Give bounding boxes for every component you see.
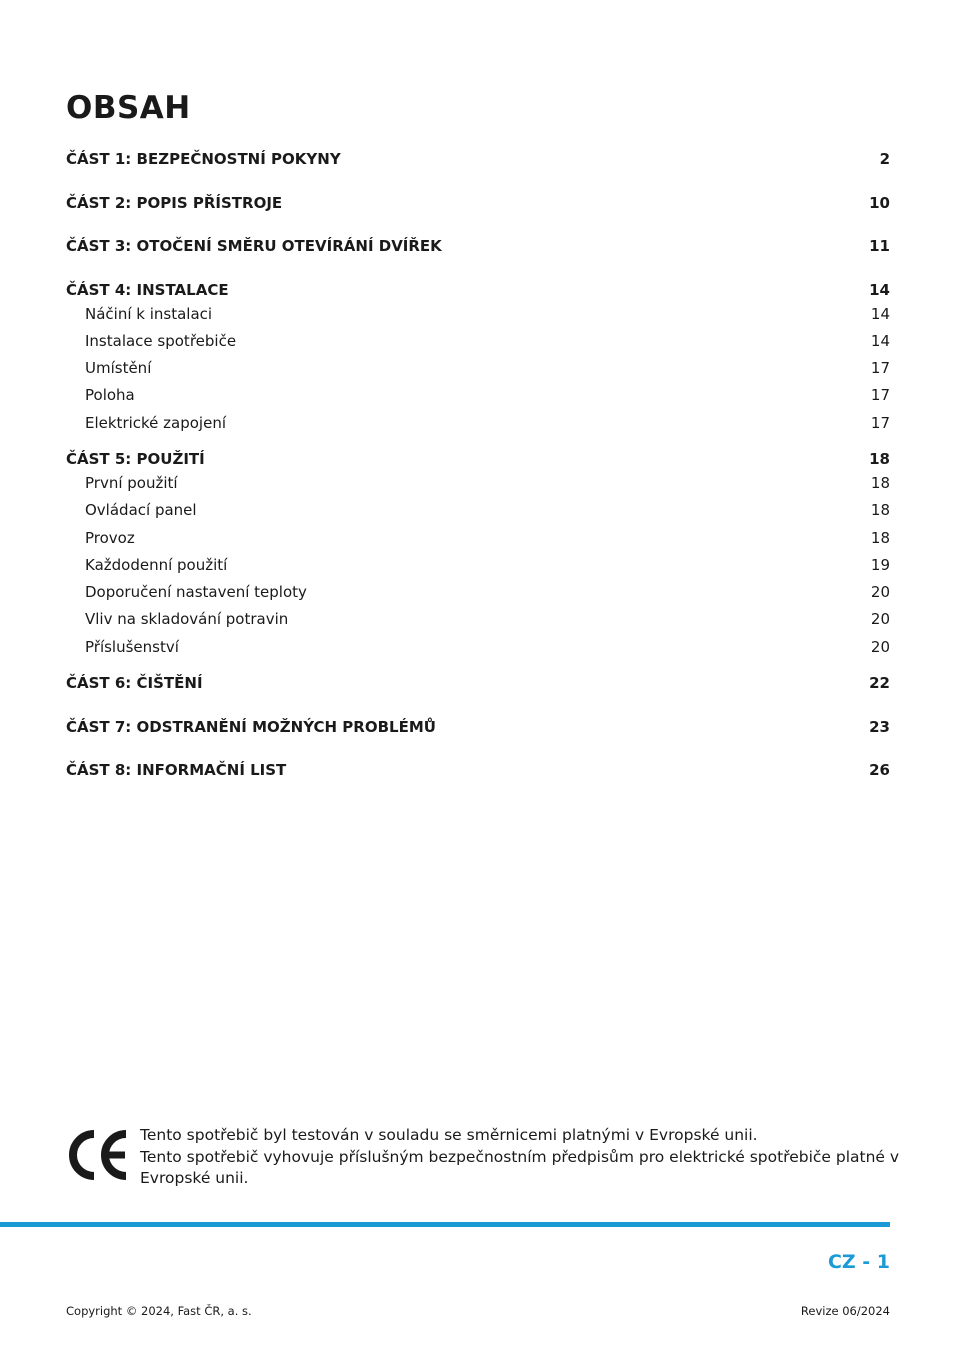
toc-page-number: 14 — [870, 304, 890, 323]
toc-subitem[interactable] — [66, 382, 890, 409]
toc-subitem-label: Instalace spotřebiče — [85, 331, 237, 350]
toc-subitem[interactable] — [66, 579, 890, 606]
toc-subitem[interactable] — [66, 470, 890, 497]
ce-mark-icon — [66, 1128, 130, 1182]
toc-section-7[interactable] — [66, 717, 890, 738]
toc-subitem-label: Doporučení nastavení teploty — [85, 583, 307, 602]
toc-section-5[interactable] — [66, 449, 890, 470]
toc-page-number: 22 — [869, 674, 890, 693]
compliance-line-2: Tento spotřebič vyhovuje příslušným bezpečnostním předpisům pro elektrické spotřebiče platné v Evropské unii. — [140, 1147, 900, 1187]
toc-subitem-label: Vliv na skladování potravin — [85, 610, 289, 629]
toc-section-1[interactable] — [66, 149, 890, 170]
toc-page-number: 18 — [870, 501, 890, 520]
toc-page-number: 14 — [870, 331, 890, 350]
toc-page-number: 14 — [869, 280, 890, 299]
toc-subitem-label: Elektrické zapojení — [85, 413, 227, 432]
revision-label: Revize 06/2024 — [800, 1304, 890, 1318]
toc-subitem[interactable] — [66, 525, 890, 552]
toc-page-number: 19 — [870, 555, 890, 574]
toc-page-number: 23 — [869, 717, 890, 736]
toc-section-label: ČÁST 7: ODSTRANĚNÍ MOŽNÝCH PROBLÉMŮ — [66, 717, 436, 736]
toc-section-label: ČÁST 8: INFORMAČNÍ LIST — [66, 761, 287, 780]
page-number: CZ - 1 — [827, 1251, 890, 1273]
toc-subitem-label: Každodenní použití — [85, 555, 228, 574]
toc-subitem-label: Umístění — [85, 359, 152, 378]
toc-page-number: 17 — [870, 386, 890, 405]
toc-section-4[interactable] — [66, 280, 890, 301]
toc-page-number: 20 — [870, 637, 890, 656]
toc-subitem-label: Ovládací panel — [85, 501, 197, 520]
toc-subitem[interactable] — [66, 301, 890, 328]
toc-page-number: 2 — [879, 150, 890, 168]
toc-section-2[interactable] — [66, 193, 890, 214]
toc-subitem[interactable] — [66, 552, 890, 579]
toc-subitem[interactable] — [66, 634, 890, 661]
footer-divider — [0, 1222, 890, 1227]
toc-section-label: ČÁST 4: INSTALACE — [66, 280, 229, 299]
table-of-contents — [66, 149, 890, 781]
toc-subitem-label: Náčiní k instalaci — [85, 304, 213, 323]
toc-subitem-label: První použití — [85, 473, 178, 492]
toc-section-3[interactable] — [66, 236, 890, 257]
toc-page-number: 18 — [870, 473, 890, 492]
toc-subitem-label: Poloha — [85, 386, 135, 405]
toc-subitem[interactable] — [66, 497, 890, 524]
toc-subitem[interactable] — [66, 410, 890, 437]
copyright-notice: Copyright © 2024, Fast ČR, a. s. — [66, 1304, 252, 1318]
toc-section-label: ČÁST 5: POUŽITÍ — [66, 449, 205, 468]
toc-page-number: 18 — [869, 449, 890, 468]
toc-page-number: 20 — [870, 610, 890, 629]
toc-subitem-label: Provoz — [85, 528, 135, 547]
toc-subitem[interactable] — [66, 355, 890, 382]
toc-section-label: ČÁST 2: POPIS PŘÍSTROJE — [66, 193, 283, 212]
toc-page-number: 17 — [870, 359, 890, 378]
toc-page-number: 11 — [869, 237, 890, 255]
toc-subitem[interactable] — [66, 606, 890, 633]
toc-page-number: 10 — [869, 193, 890, 212]
toc-page-number: 18 — [870, 528, 890, 547]
toc-section-6[interactable] — [66, 673, 890, 694]
page-title: OBSAH — [66, 90, 191, 126]
compliance-line-1: Tento spotřebič byl testován v souladu se směrnicemi platnými v Evropské unii. — [140, 1126, 758, 1144]
toc-page-number: 20 — [870, 583, 890, 602]
toc-section-label: ČÁST 1: BEZPEČNOSTNÍ POKYNY — [66, 150, 341, 168]
toc-section-label: ČÁST 6: ČIŠTĚNÍ — [66, 674, 203, 693]
toc-page-number: 26 — [869, 761, 890, 780]
toc-section-label: ČÁST 3: OTOČENÍ SMĚRU OTEVÍRÁNÍ DVÍŘEK — [66, 237, 442, 255]
toc-section-8[interactable] — [66, 760, 890, 781]
toc-page-number: 17 — [870, 413, 890, 432]
toc-subitem[interactable] — [66, 328, 890, 355]
compliance-statement — [140, 1125, 900, 1190]
toc-subitem-label: Příslušenství — [85, 637, 179, 656]
